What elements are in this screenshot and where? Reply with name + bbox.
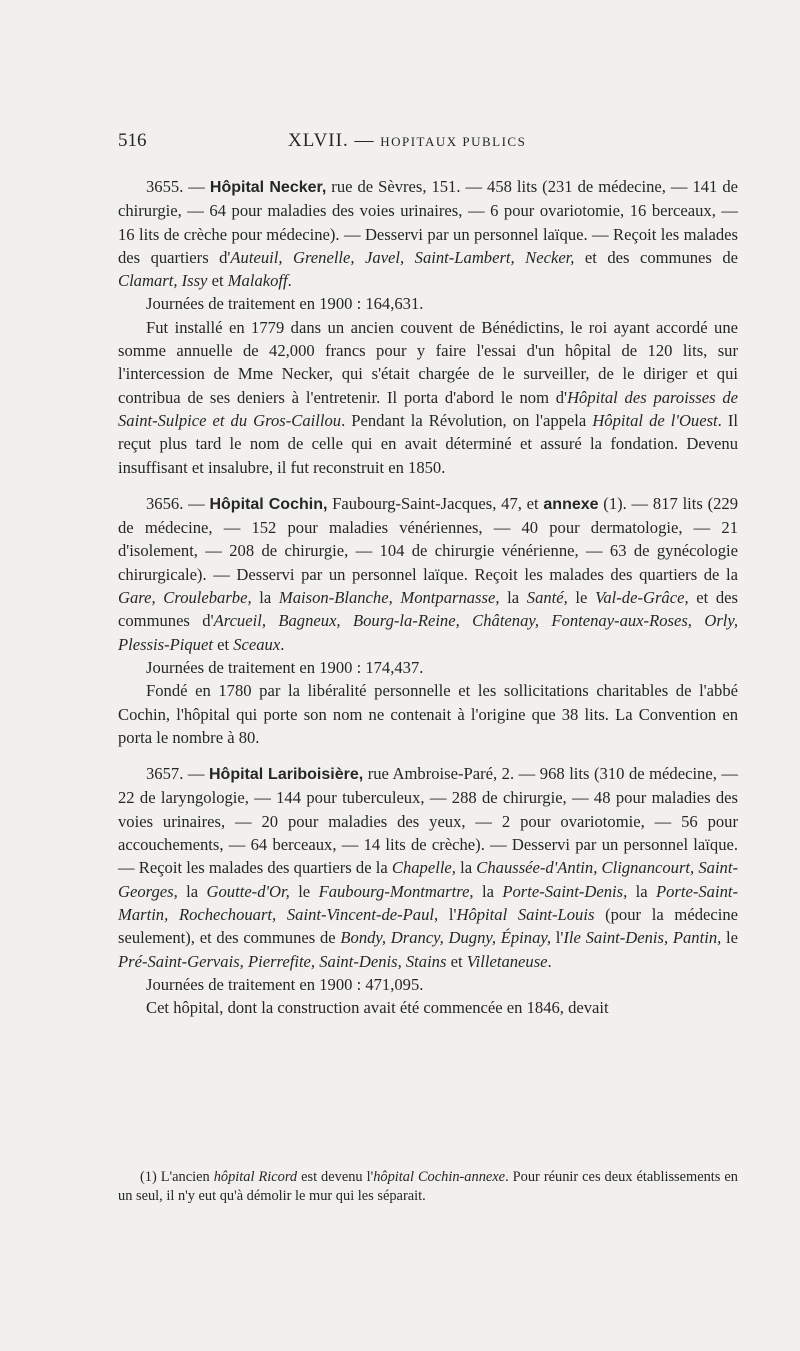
chapter-number: XLVII. xyxy=(288,130,349,151)
annexe-label: annexe xyxy=(543,495,599,513)
main-text xyxy=(118,175,738,1019)
hospital-name: Hôpital Lariboisière, xyxy=(209,766,364,784)
section-title: HOPITAUX PUBLICS xyxy=(380,134,527,149)
entry-number: 3657. — xyxy=(146,764,205,784)
chapter-heading xyxy=(288,130,526,152)
running-header xyxy=(118,130,738,160)
entry-number: 3655. — xyxy=(146,177,205,196)
history-lariboisiere: Cet hôpital, dont la construction avait été commencée en 1846, devait xyxy=(146,998,609,1018)
hospital-name: Hôpital Cochin, xyxy=(209,495,328,513)
hospital-name: Hôpital Necker, xyxy=(209,179,327,196)
journees-lariboisiere: Journées de traitement en 1900 : 471,095. xyxy=(146,974,424,994)
page-number: 516 xyxy=(118,130,147,151)
heading-dash: — xyxy=(354,130,375,151)
footnote: (1) L'ancien hôpital Ricord est devenu l'hôpital Cochin-annexe. Pour réunir ces deux établissements en un seul, il n'y eut qu'à démolir le mur qui les séparait. xyxy=(118,1169,738,1204)
history-necker: Fut installé en 1779 dans un ancien couvent de Bénédictins, le roi ayant accordé une somme annuelle de 42,000 francs pour y faire l'essai d'un hôpital de 120 lits, sur l'intercession de Mme Necker, qui s'était chargée de le surveiller, de le diriger et qui contribua de ses deniers à l'entretenir. Il porta d'abord le nom d'Hôpital des paroisses de Saint-Sulpice et du Gros-Caillou. Pendant la Révolution, on l'appela Hôpital de l'Ouest. Il reçut plus tard le nom de celle qui en avait déterminé et assuré la fondation. Devenu insuffisant et insalubre, il fut reconstruit en 1850. xyxy=(118,317,739,477)
footnote-mark: (1) xyxy=(140,1169,157,1185)
entry-number: 3656. — xyxy=(146,493,205,513)
journees-cochin: Journées de traitement en 1900 : 174,437. xyxy=(146,657,424,677)
history-cochin: Fondé en 1780 par la libéralité personnelle et les sollicitations charitables de l'abbé Cochin, l'hôpital qui porte son nom ne contenait à l'origine que 38 lits. La Convention en porta le nombre à 80. xyxy=(118,681,738,747)
journees-necker: Journées de traitement en 1900 : 164,631. xyxy=(146,294,424,314)
entry-necker: 3655. — Hôpital Necker, rue de Sèvres, 151. — 458 lits (231 de médecine, — 141 de chirurgie, — 64 pour maladies des voies urinaires, — 6 pour ovariotomie, 16 berceaux, — 16 lits de crèche pour médecine). — Desservi par un personnel laïque. — Reçoit les malades des quartiers d'Auteuil, Grenelle, Javel, Saint-Lambert, Necker, et des communes de Clamart, Issy et Malakoff. xyxy=(118,177,738,291)
entry-cochin: 3656. — Hôpital Cochin, Faubourg-Saint-Jacques, 47, et annexe (1). — 817 lits (229 de médecine, — 152 pour maladies vénériennes, — 40 pour dermatologie, — 21 d'isolement, — 208 de chirurgie, — 104 de chirurgie vénérienne, — 63 de gynécologie chirurgicale). — Desservi par un personnel laïque. Reçoit les malades des quartiers de la Gare, Croulebarbe, la Maison-Blanche, Montparnasse, la Santé, le Val-de-Grâce, et des communes d'Arcueil, Bagneux, Bourg-la-Reine, Châtenay, Fontenay-aux-Roses, Orly, Plessis-Piquet et Sceaux. xyxy=(118,493,739,654)
entry-lariboisiere: 3657. — Hôpital Lariboisière, rue Ambroise-Paré, 2. — 968 lits (310 de médecine, — 22 de laryngologie, — 144 pour tuberculeux, — 288 de chirurgie, — 48 pour maladies des voies urinaires, — 20 pour maladies des yeux, — 2 pour ovariotomie, — 56 pour accouchements, — 64 berceaux, — 14 lits de crèche). — Desservi par un personnel laïque. — Reçoit les malades des quartiers de la Chapelle, la Chaussée-d'Antin, Clignancourt, Saint-Georges, la Goutte-d'Or, le Faubourg-Montmartre, la Porte-Saint-Denis, la Porte-Saint-Martin, Rochechouart, Saint-Vincent-de-Paul, l'Hôpital Saint-Louis (pour la médecine seulement), et des communes de Bondy, Drancy, Dugny, Épinay, l'Ile Saint-Denis, Pantin, le Pré-Saint-Gervais, Pierrefite, Saint-Denis, Stains et Villetaneuse. xyxy=(118,764,739,971)
